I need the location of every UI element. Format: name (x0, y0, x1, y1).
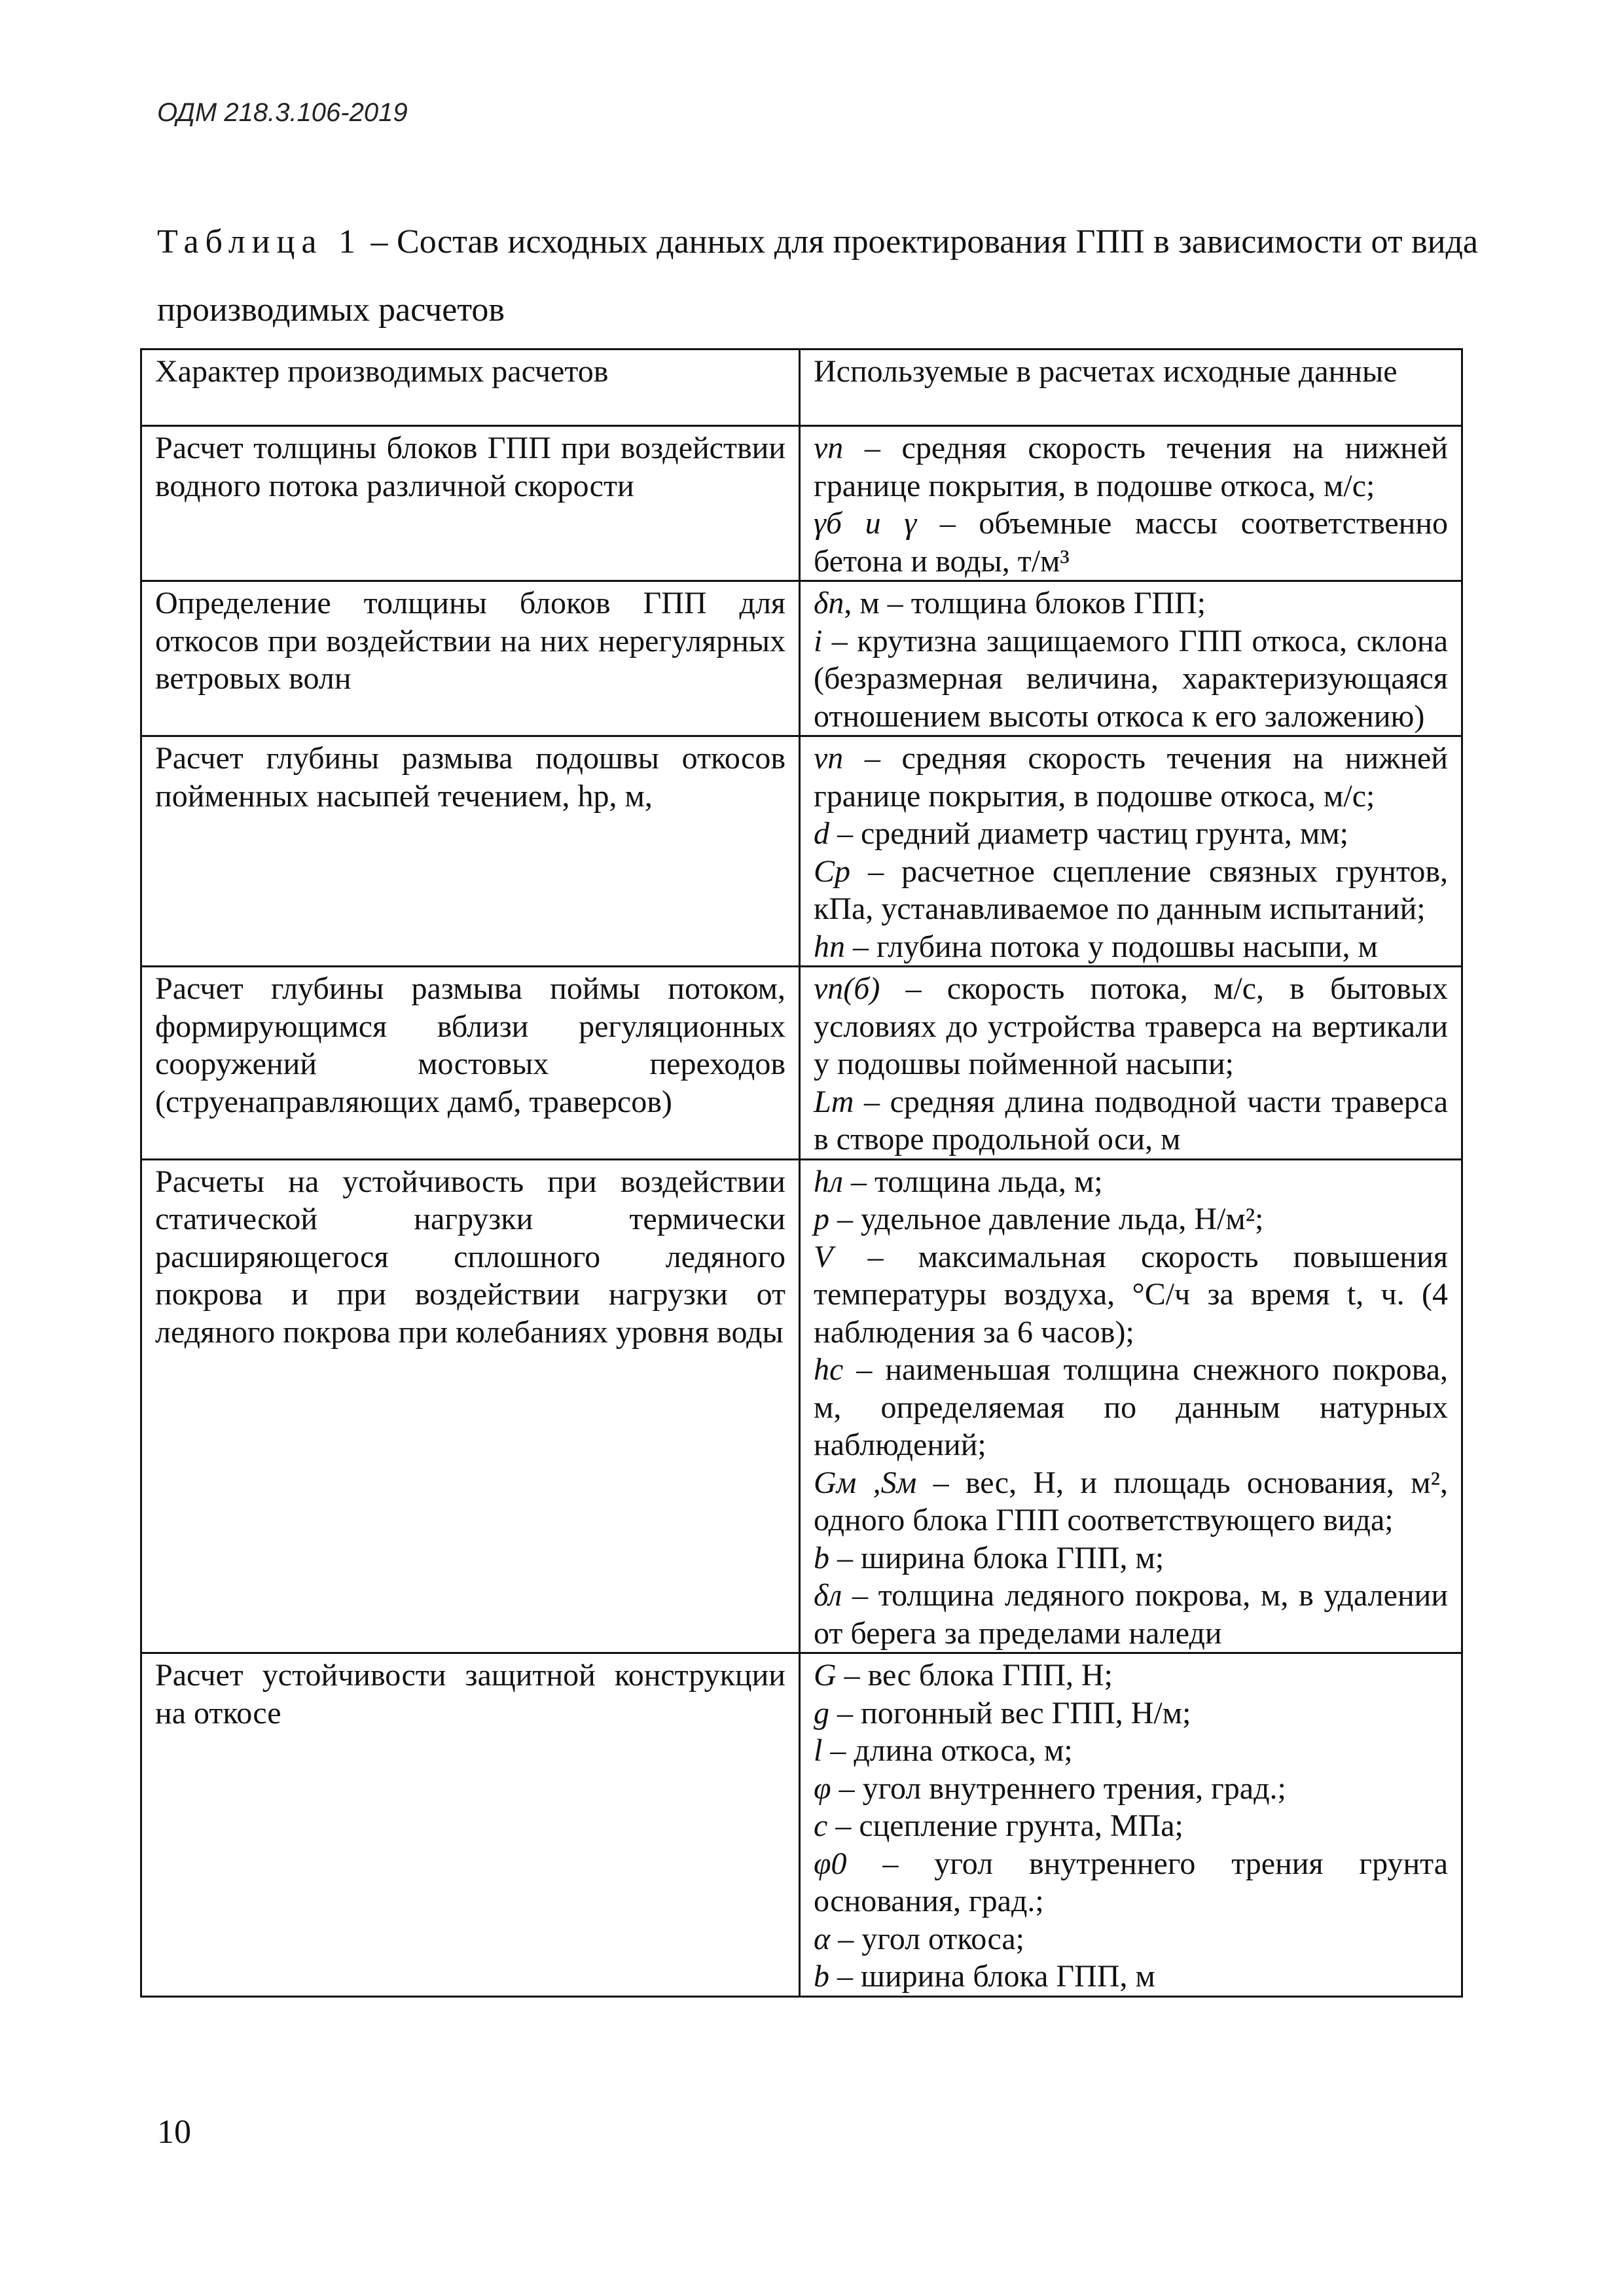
description: – угол откоса; (830, 1921, 1024, 1956)
table-row (141, 426, 1462, 581)
description: – угол внутреннего трения грунта основания, град.; (814, 1846, 1448, 1918)
symbol: α (814, 1921, 831, 1956)
symbol: V (814, 1239, 833, 1274)
description: – ширина блока ГПП, м; (829, 1540, 1164, 1575)
symbol: l (814, 1733, 823, 1768)
description: – средняя длина подводной части траверса в створе продольной оси, м (814, 1084, 1448, 1157)
calc-type-cell: Расчеты на устойчивость при воздействии статической нагрузки термически расширяющегося сплошного ледяного покрова и при воздействии нагрузки от ледяного покрова при колебаниях уровня воды (141, 1159, 800, 1653)
data-item (814, 1657, 1448, 1695)
description: – длина откоса, м; (822, 1733, 1073, 1768)
source-data-cell (800, 1159, 1462, 1653)
table-row (141, 1159, 1462, 1653)
data-item (814, 1539, 1448, 1577)
source-data-cell (800, 736, 1462, 967)
data-item (814, 1351, 1448, 1464)
symbol: d (814, 816, 829, 851)
symbol: vn (814, 431, 844, 465)
calc-type-cell: Расчет глубины размыва поймы потоком, формирующимся вблизи регуляционных сооружений мостовых переходов (струенаправляющих дамб, траверсов) (141, 967, 800, 1160)
description: – средняя скорость течения на нижней границе покрытия, в подошве откоса, м/с; (814, 431, 1448, 503)
data-item (814, 815, 1448, 853)
table-label: Таблица 1 (157, 223, 362, 260)
symbol: Cp (814, 853, 851, 889)
data-item (814, 1083, 1448, 1158)
document-code: ОДМ 218.3.106-2019 (157, 98, 408, 127)
description: – погонный вес ГПП, Н/м; (829, 1695, 1191, 1731)
source-data-cell (800, 967, 1462, 1160)
symbol: g (814, 1695, 829, 1731)
description: – сцепление грунта, МПа; (827, 1808, 1183, 1843)
column-header-source-data: Используемые в расчетах исходные данные (800, 350, 1462, 426)
description: – скорость потока, м/с, в бытовых условиях до устройства траверса на вертикали у подошвы пойменной насыпи; (814, 971, 1448, 1081)
symbol: γб и γ (814, 506, 917, 541)
table-row (141, 581, 1462, 736)
symbol: i (814, 623, 823, 658)
description: – удельное давление льда, Н/м²; (829, 1202, 1264, 1236)
symbol: b (814, 1959, 829, 1994)
source-data-cell (800, 426, 1462, 581)
symbol: δл (814, 1578, 842, 1613)
table-header-row (141, 350, 1462, 426)
data-item (814, 1238, 1448, 1352)
description: – крутизна защищаемого ГПП откоса, склона (безразмерная величина, характеризующаяся отношением высоты откоса к его заложению) (814, 623, 1448, 734)
data-item (814, 1920, 1448, 1958)
symbol: hn (814, 929, 845, 964)
page-number: 10 (157, 2113, 191, 2151)
description: – средняя скорость течения на нижней границе покрытия, в подошве откоса, м/с; (814, 741, 1448, 814)
symbol: Lm (814, 1084, 854, 1119)
description: – вес, Н, и площадь основания, м², одного блока ГПП соответствующего вида; (814, 1465, 1448, 1537)
description: – наименьшая толщина снежного покрова, м, определяемая по данным натурных наблюдений; (814, 1352, 1448, 1462)
table-caption (157, 208, 1478, 344)
data-item (814, 1770, 1448, 1808)
symbol: vn(б) (814, 971, 880, 1006)
calc-type-cell: Расчет глубины размыва подошвы откосов пойменных насыпей течением, hp, м, (141, 736, 800, 967)
data-item (814, 1577, 1448, 1652)
calc-type-cell: Расчет устойчивости защитной конструкции на откосе (141, 1653, 800, 1997)
data-item (814, 853, 1448, 928)
description: , м – толщина блоков ГПП; (844, 586, 1206, 620)
source-data-cell (800, 1653, 1462, 1997)
description: – максимальная скорость повышения температуры воздуха, °С/ч за время t, ч. (4 наблюдения за 6 часов); (814, 1239, 1448, 1350)
description: – толщина льда, м; (842, 1164, 1103, 1199)
description: – вес блока ГПП, Н; (836, 1658, 1113, 1693)
data-item (814, 622, 1448, 736)
table-row (141, 736, 1462, 967)
description: – расчетное сцепление связных грунтов, кПа, устанавливаемое по данным испытаний; (814, 853, 1448, 926)
description: – глубина потока у подошвы насыпи, м (845, 929, 1378, 964)
data-item (814, 1464, 1448, 1539)
symbol: hл (814, 1164, 843, 1199)
caption-dash: – (361, 223, 397, 260)
data-item (814, 1163, 1448, 1201)
symbol: hс (814, 1352, 844, 1387)
calc-type-cell: Определение толщины блоков ГПП для откосов при воздействии на них нерегулярных ветровых волн (141, 581, 800, 736)
symbol: p (814, 1202, 829, 1236)
description: – ширина блока ГПП, м (829, 1959, 1155, 1994)
symbol: δn (814, 586, 844, 620)
description: – угол внутреннего трения, град.; (831, 1770, 1286, 1806)
data-item (814, 1732, 1448, 1770)
data-item (814, 1695, 1448, 1732)
data-item (814, 429, 1448, 505)
data-item (814, 505, 1448, 580)
data-item (814, 1845, 1448, 1920)
data-item (814, 740, 1448, 815)
data-item (814, 584, 1448, 622)
symbol: φ (814, 1770, 831, 1806)
source-data-table (140, 348, 1463, 1998)
data-item (814, 970, 1448, 1083)
description: – средний диаметр частиц грунта, мм; (829, 816, 1348, 851)
data-item (814, 928, 1448, 966)
symbol: c (814, 1808, 828, 1843)
source-data-cell (800, 581, 1462, 736)
description: – объемные массы соответственно бетона и воды, т/м³ (814, 506, 1448, 579)
calc-type-cell: Расчет толщины блоков ГПП при воздействии водного потока различной скорости (141, 426, 800, 581)
table-row (141, 967, 1462, 1160)
data-item (814, 1807, 1448, 1845)
symbol: vn (814, 741, 844, 776)
symbol: φ0 (814, 1846, 847, 1881)
symbol: b (814, 1540, 829, 1575)
column-header-calc-type: Характер производимых расчетов (141, 350, 800, 426)
caption-text: Состав исходных данных для проектирования ГПП в зависимости от вида производимых расчетов (157, 223, 1479, 329)
data-item (814, 1200, 1448, 1238)
symbol: G (814, 1658, 837, 1693)
data-item (814, 1958, 1448, 1996)
description: – толщина ледяного покрова, м, в удалении от берега за пределами наледи (814, 1578, 1448, 1651)
table-row (141, 1653, 1462, 1997)
symbol: Gм ,Sм (814, 1465, 917, 1500)
